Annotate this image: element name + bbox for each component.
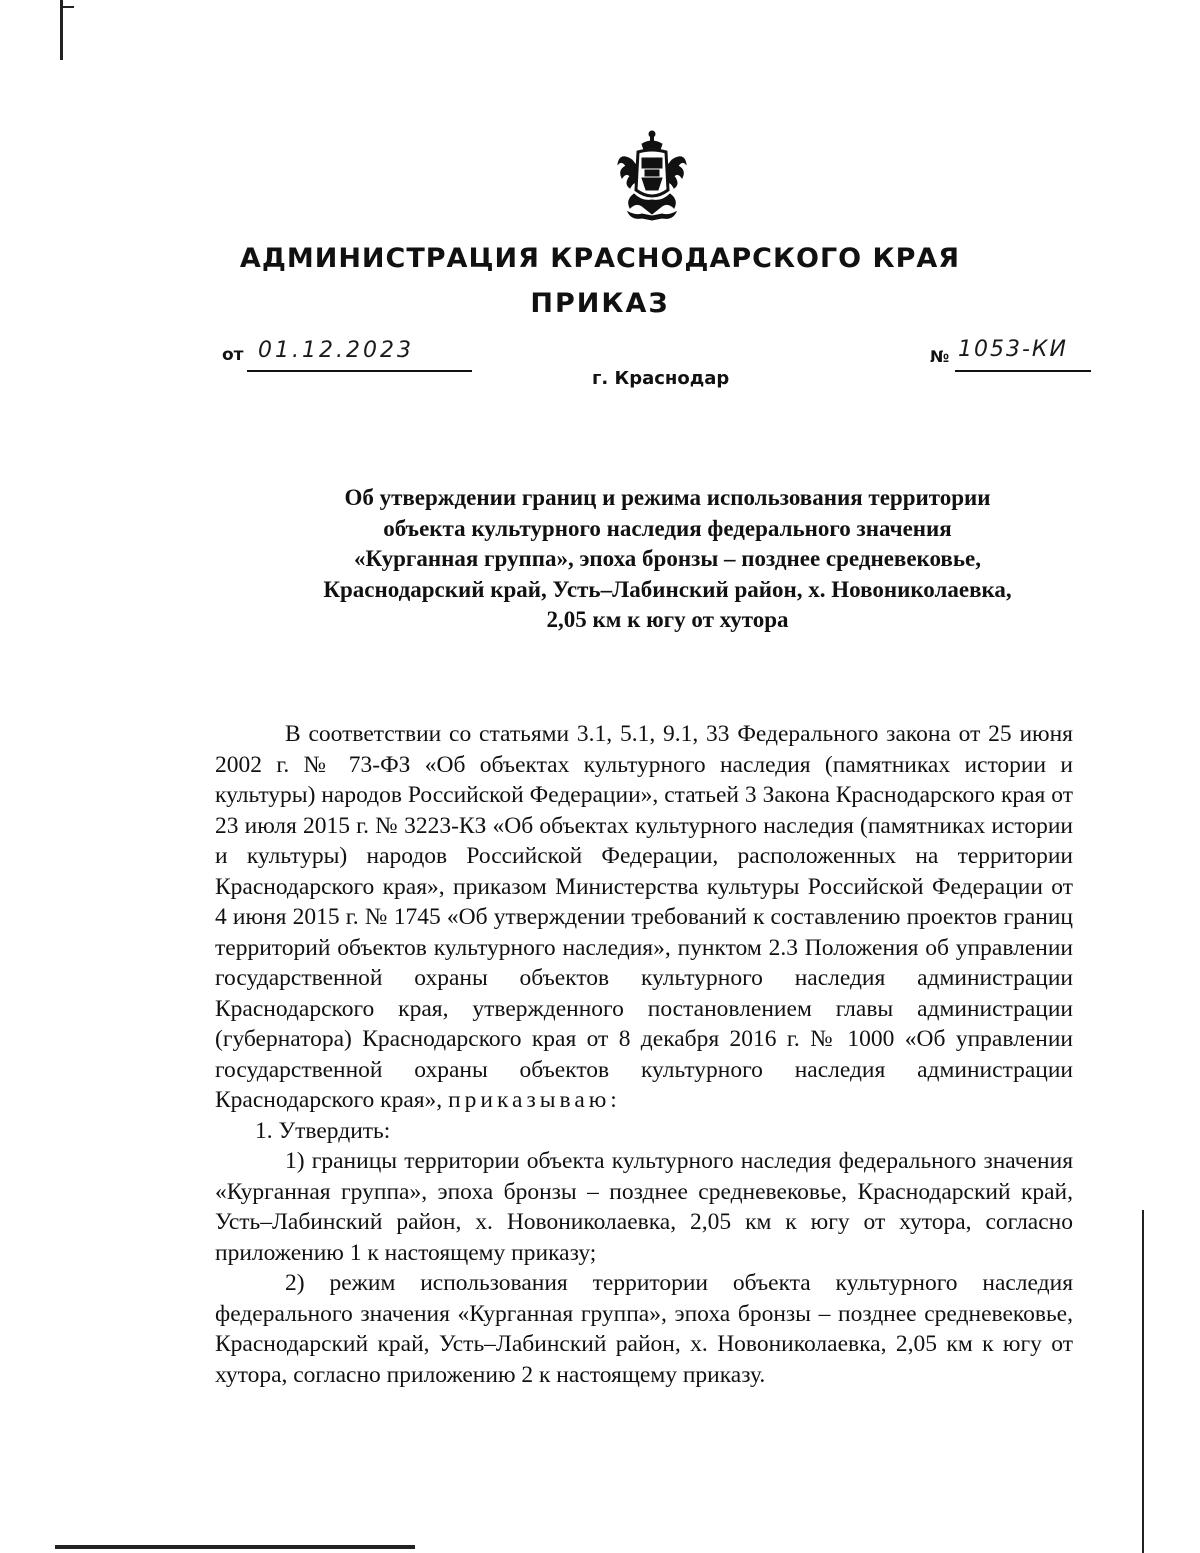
scan-edge-left [60, 0, 63, 60]
organization-title: АДМИНИСТРАЦИЯ КРАСНОДАРСКОГО КРАЯ [239, 243, 961, 274]
date-underline [247, 370, 472, 372]
preamble-text: В соответствии со статьями 3.1, 5.1, 9.1, 33 Федерального закона от 25 июня 2002 г. № 73-ФЗ «Об объектах культурного наследия (памятниках истории и культуры) народов Российской Федерации», статьей 3 Закона Краснодарского края от 23 июля 2015 г. № 3223-КЗ «Об объектах культурного наследия (памятниках истории и культуры) народов Российской Федерации, расположенных на территории Краснодарского края», приказом Министерства культуры Российской Федерации от 4 июня 2015 г. № 1745 «Об утверждении требований к составлению проектов границ территорий объектов культурного наследия», пунктом 2.3 Положения об управлении государственной охраны объектов культурного наследия администрации Краснодарского края, утвержденного постановлением главы администрации (губернатора) Краснодарского края от 8 декабря 2016 г. № 1000 «Об управлении государственной охраны объектов культурного наследия администрации Краснодарского края», [215, 721, 1073, 1113]
subject-line: Краснодарский край, Усть–Лабинский район, х. Новониколаевка, [323, 576, 1012, 602]
order-word: приказываю: [448, 1087, 621, 1113]
number-underline [955, 370, 1091, 372]
scan-edge-bottom [55, 1545, 415, 1549]
subject-line: объекта культурного наследия федерального значения [383, 515, 952, 541]
scan-edge-right [1142, 1210, 1144, 1553]
document-type: ПРИКАЗ [530, 288, 670, 319]
number-label: № [930, 347, 950, 366]
document-subject [200, 483, 1135, 636]
subject-line: 2,05 км к югу от хутора [546, 607, 789, 632]
subject-line: Об утверждении границ и режима использования территории [344, 485, 991, 510]
date-value: 01.12.2023 [258, 338, 414, 363]
item-1-1: 1) границы территории объекта культурного наследия федерального значения «Курганная группа», эпоха бронзы – позднее средневековье, Краснодарский край, Усть–Лабинский район, х. Новониколаевка, 2,05 км к югу от хутора, согласно приложению 1 к настоящему приказу; [215, 1148, 1073, 1266]
document-body [215, 719, 1073, 1390]
city: г. Краснодар [592, 368, 730, 389]
scan-edge-left-top [60, 6, 74, 8]
coat-of-arms-icon [612, 130, 692, 222]
date-label: от [222, 345, 244, 365]
subject-line: «Курганная группа», эпоха бронзы – позднее средневековье, [354, 546, 981, 571]
preamble-paragraph [215, 719, 1073, 1116]
item-1: 1. Утвердить: [255, 1117, 391, 1144]
item-1-2: 2) режим использования территории объекта культурного наследия федерального значения «Курганная группа», эпоха бронзы – позднее средневековье, Краснодарский край, Усть–Лабинский район, х. Новониколаевка, 2,05 км к югу от хутора, согласно приложению 2 к настоящему приказу. [215, 1270, 1073, 1388]
number-value: 1053-КИ [958, 337, 1069, 362]
